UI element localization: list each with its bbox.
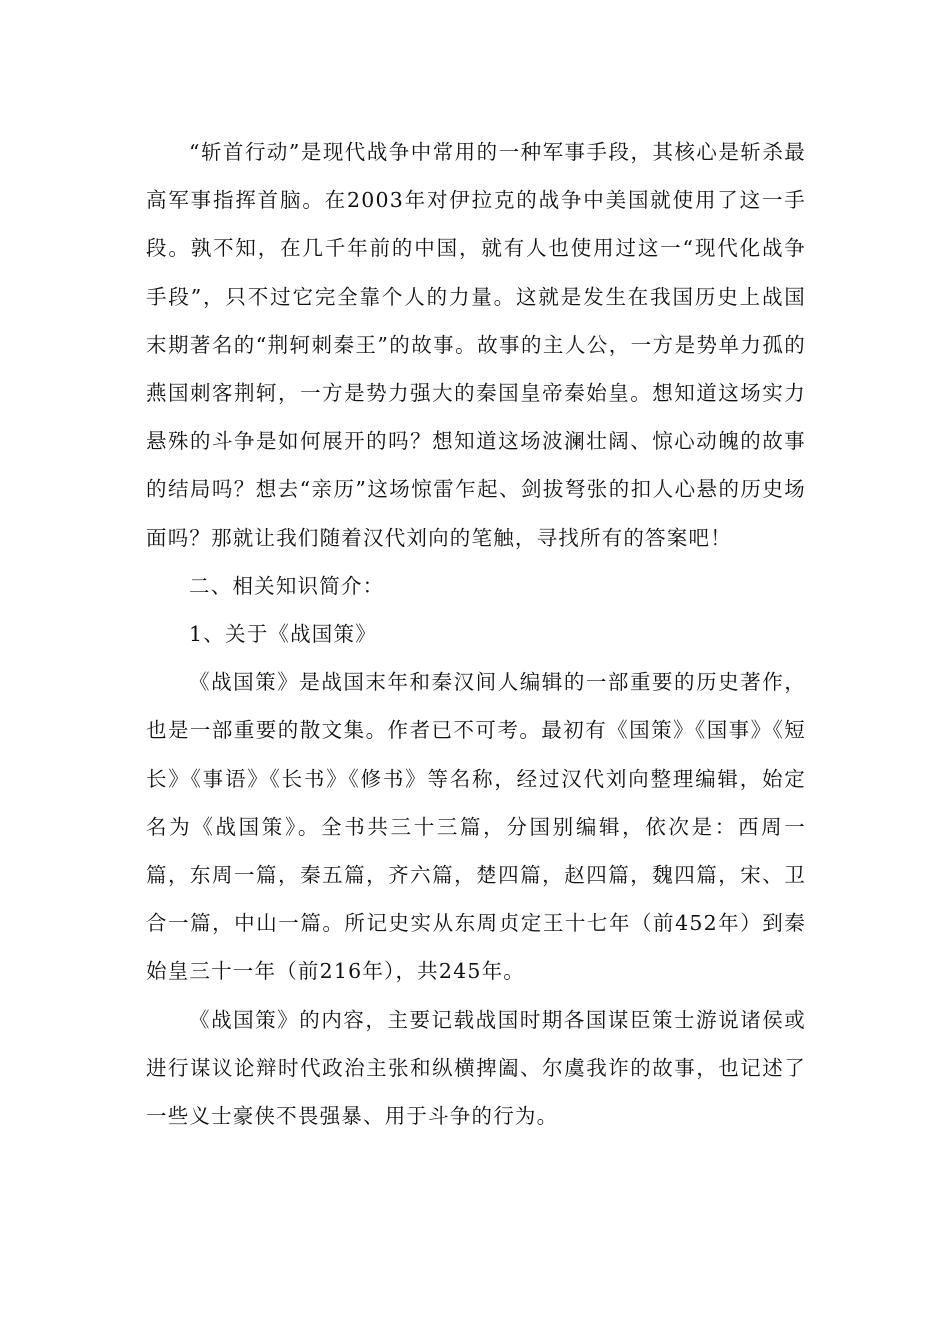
section-heading-related-knowledge: 二、相关知识简介：: [189, 573, 385, 598]
zhanguoce-overview-paragraph: 《战国策》是战国末年和秦汉间人编辑的一部重要的历史著作，也是一部重要的散文集。作者已不可考。最初有《国策》《国事》《短长》《事语》《长书》《修书》等名称，经过汉代刘向整理编辑，始定名为《战国策》。全书共三十三篇，分国别编辑，依次是：西周一篇，东周一篇，秦五篇，齐六篇，楚四篇，赵四篇，魏四篇，宋、卫合一篇，中山一篇。所记史实从东周贞定王十七年（前452年）到秦始皇三十一年（前216年），共245年。: [146, 670, 806, 984]
document-body: [146, 128, 806, 1140]
zhanguoce-content-paragraph: 《战国策》的内容，主要记载战国时期各国谋臣策士游说诸侯或进行谋议论辩时代政治主张和纵横捭阖、尔虞我诈的故事，也记述了一些义士豪侠不畏强暴、用于斗争的行为。: [146, 1007, 806, 1129]
intro-paragraph: “斩首行动”是现代战争中常用的一种军事手段，其核心是斩杀最高军事指挥首脑。在2003年对伊拉克的战争中美国就使用了这一手段。孰不知，在几千年前的中国，就有人也使用过这一“现代化战争手段”，只不过它完全靠个人的力量。这就是发生在我国历史上战国末期著名的“荆轲刺秦王”的故事。故事的主人公，一方是势单力孤的燕国刺客荆轲，一方是势力强大的秦国皇帝秦始皇。想知道这场实力悬殊的斗争是如何展开的吗？想知道这场波澜壮阔、惊心动魄的故事的结局吗？想去“亲历”这场惊雷乍起、剑拔弩张的扣人心悬的历史场面吗？那就让我们随着汉代刘向的笔触，寻找所有的答案吧！: [146, 140, 806, 550]
subsection-heading-zhanguoce: 1、关于《战国策》: [189, 622, 377, 647]
